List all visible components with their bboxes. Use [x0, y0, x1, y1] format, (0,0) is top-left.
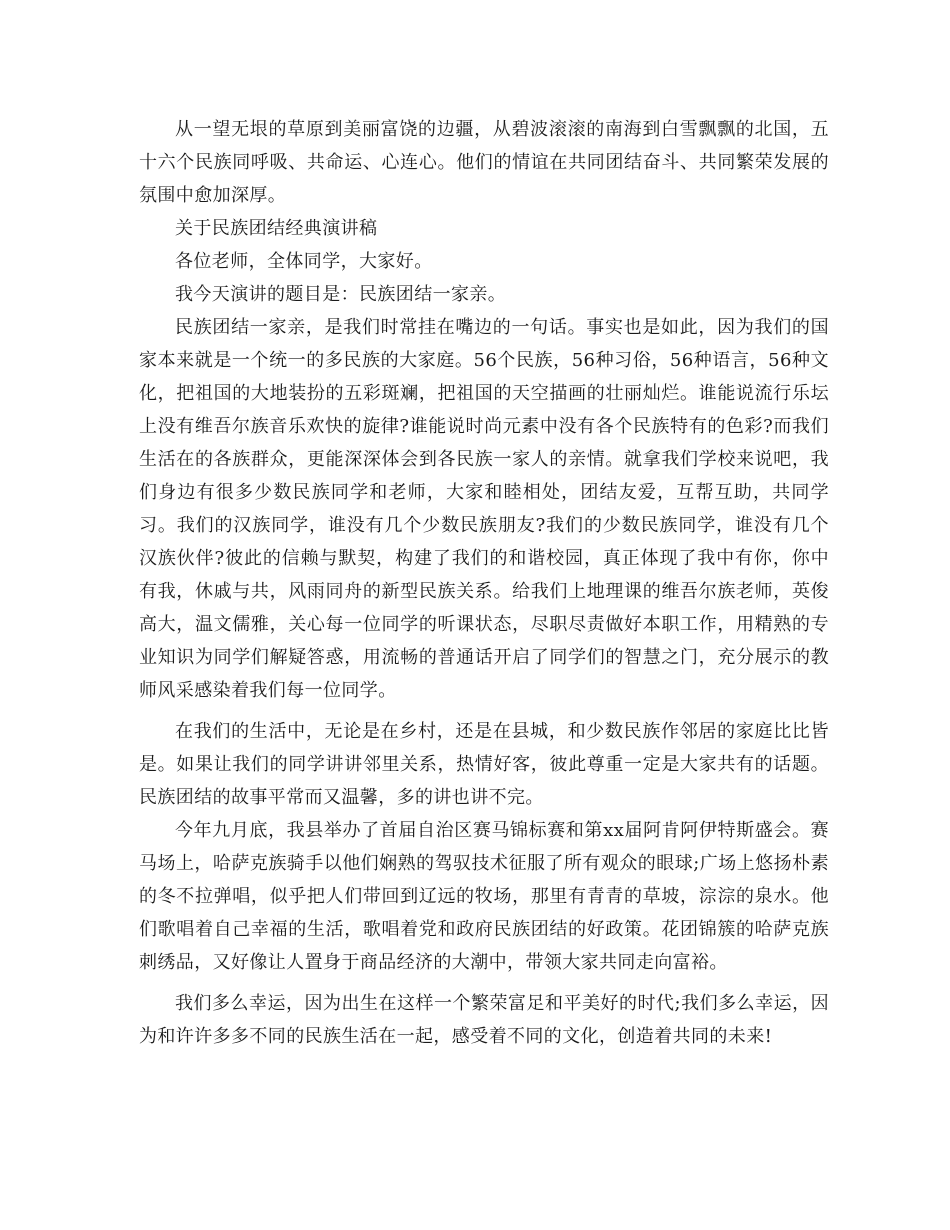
- topic-paragraph: 我今天演讲的题目是：民族团结一家亲。: [175, 284, 507, 305]
- body-paragraph-3: 今年九月底，我县举办了首届自治区赛马锦标赛和第xx届阿肯阿伊特斯盛会。赛马场上，哈萨克族骑手以他们娴熟的驾驭技术征服了所有观众的眼球;广场上悠扬朴素的冬不拉弹唱，似乎把人们带回到辽远的牧场，那里有青青的草坡，淙淙的泉水。他们歌唱着自己幸福的生活，歌唱着党和政府民族团结的好政策。花团锦簇的哈萨克族刺绣品，又好像让人置身于商品经济的大潮中，带领大家共同走向富裕。: [139, 820, 829, 973]
- greeting-paragraph: 各位老师，全体同学，大家好。: [175, 251, 433, 272]
- speech-title: 关于民族团结经典演讲稿: [175, 218, 378, 239]
- body-paragraph-1: 民族团结一家亲，是我们时常挂在嘴边的一句话。事实也是如此，因为我们的国家本来就是一个统一的多民族的大家庭。56个民族，56种习俗，56种语言，56种文化，把祖国的大地装扮的五彩斑斓，把祖国的天空描画的壮丽灿烂。谁能说流行乐坛上没有维吾尔族音乐欢快的旋律?谁能说时尚元素中没有各个民族特有的色彩?而我们生活在的各族群众，更能深深体会到各民族一家人的亲情。就拿我们学校来说吧，我们身边有很多少数民族同学和老师，大家和睦相处，团结友爱，互帮互助，共同学习。我们的汉族同学，谁没有几个少数民族朋友?我们的少数民族同学，谁没有几个汉族伙伴?彼此的信赖与默契，构建了我们的和谐校园，真正体现了我中有你，你中有我，休戚与共，风雨同舟的新型民族关系。给我们上地理课的维吾尔族老师，英俊高大，温文儒雅，关心每一位同学的听课状态，尽职尽责做好本职工作，用精熟的专业知识为同学们解疑答惑，用流畅的普通话开启了同学们的智慧之门，充分展示的教师风采感染着我们每一位同学。: [139, 317, 829, 701]
- paragraph-intro: 从一望无垠的草原到美丽富饶的边疆，从碧波滚滚的南海到白雪飘飘的北国，五十六个民族同呼吸、共命运、心连心。他们的情谊在共同团结奋斗、共同繁荣发展的氛围中愈加深厚。: [139, 119, 829, 206]
- closing-paragraph: 我们多么幸运，因为出生在这样一个繁荣富足和平美好的时代;我们多么幸运，因为和许许多多不同的民族生活在一起，感受着不同的文化，创造着共同的未来!: [139, 993, 829, 1047]
- document-body: [139, 113, 829, 1053]
- body-paragraph-2: 在我们的生活中，无论是在乡村，还是在县城，和少数民族作邻居的家庭比比皆是。如果让我们的同学讲讲邻里关系，热情好客，彼此尊重一定是大家共有的话题。民族团结的故事平常而又温馨，多的讲也讲不完。: [139, 721, 829, 808]
